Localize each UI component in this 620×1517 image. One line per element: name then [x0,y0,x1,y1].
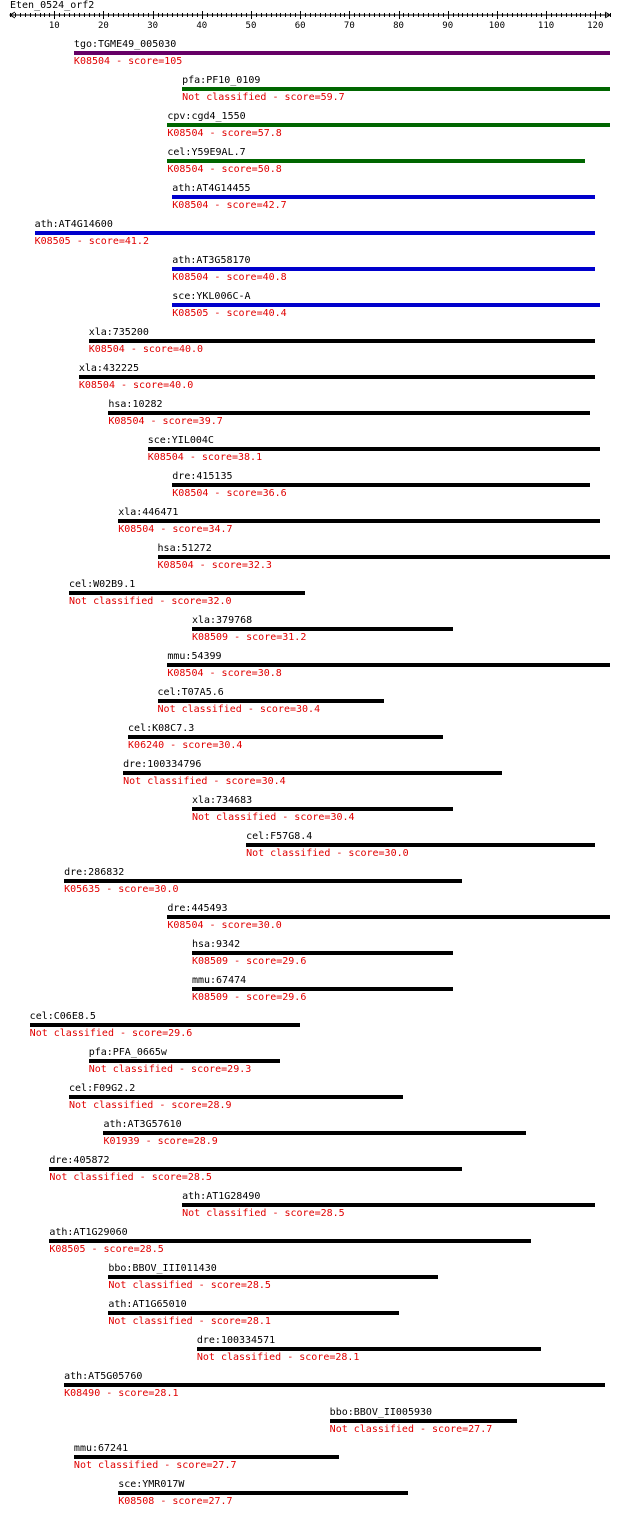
hit-ko-label: Not classified [246,848,331,859]
hit-alignment-bar[interactable] [172,267,595,271]
hit-score-label: K08504 - score=30.8 [167,668,282,679]
hit-ko-label: Not classified [157,704,242,715]
hit-name-link[interactable]: cel:W02B9.1 [69,579,136,590]
tick-label: 110 [537,21,555,31]
hit-name-link[interactable]: xla:734683 [191,795,253,806]
hit-alignment-bar[interactable] [49,1239,531,1243]
hit-alignment-bar[interactable] [118,1491,408,1495]
hit-name-link[interactable]: hsa:10282 [108,399,163,410]
hit-score-value: 39.7 [198,416,223,427]
hit-alignment-bar[interactable] [330,1419,517,1423]
hit-name-link[interactable]: ath:AT1G65010 [108,1299,187,1310]
hit-score-label: K01939 - score=28.9 [103,1136,218,1147]
hit-score-label: K08504 - score=39.7 [108,416,223,427]
hit-score-value: 27.7 [212,1460,237,1471]
hit-score-label: K08504 - score=40.8 [172,272,287,283]
hit-score-value: 28.5 [320,1208,345,1219]
hit-score-label: K08505 - score=41.2 [34,236,149,247]
hit-score-label: K08508 - score=27.7 [118,1496,233,1507]
hit-alignment-bar[interactable] [182,1203,595,1207]
hit-score-value: 29.6 [282,956,307,967]
hit-ko-label: Not classified [49,1172,134,1183]
hit-name-link[interactable]: xla:379768 [191,615,253,626]
hit-ko-label: K08505 [34,236,71,247]
hit-ko-label: K08504 [157,560,194,571]
hit-ko-label: Not classified [69,1100,154,1111]
hit-name-link[interactable]: sce:YMR017W [118,1479,185,1490]
hit-name-link[interactable]: cel:K08C7.3 [128,723,195,734]
hit-ko-label: K08504 [147,452,184,463]
hit-ko-label: K01939 [103,1136,140,1147]
hit-score-value: 28.1 [154,1388,179,1399]
hit-alignment-bar[interactable] [89,339,596,343]
hit-score-label: K08504 - score=34.7 [118,524,233,535]
hit-score-value: 50.8 [257,164,282,175]
hit-score-label: Not classified - score=30.4 [191,812,355,823]
hit-alignment-bar[interactable] [172,303,600,307]
hit-score-label: K08505 - score=28.5 [49,1244,164,1255]
hit-ko-label: Not classified [329,1424,414,1435]
hit-alignment-bar[interactable] [192,951,453,955]
hit-score-label: K08509 - score=31.2 [191,632,307,643]
hit-score-label: K08504 - score=38.1 [147,452,263,463]
hit-name-link[interactable]: tgo:TGME49_005030 [73,39,177,50]
hit-name-link[interactable]: pfa:PF10_0109 [182,75,261,86]
hit-name-link[interactable]: sce:YIL004C [147,435,214,446]
hit-name-link[interactable]: dre:445493 [167,903,228,914]
hit-alignment-bar[interactable] [79,375,595,379]
hit-score-value: 28.9 [207,1100,232,1111]
hit-name-link[interactable]: cel:Y59E9AL.7 [167,147,246,158]
hit-score-value: 28.5 [187,1172,212,1183]
hit-score-label: Not classified - score=59.7 [182,92,345,103]
hit-score-value: 36.6 [262,488,287,499]
tick-label: 120 [587,21,604,31]
hit-ko-label: K08504 [108,416,145,427]
hit-score-value: 28.1 [246,1316,271,1327]
hit-ko-label: K08509 [191,956,229,967]
hit-name-link[interactable]: pfa:PFA_0665w [88,1047,167,1058]
hit-score-label: Not classified - score=28.1 [108,1316,271,1327]
hit-alignment-bar[interactable] [148,447,600,451]
hit-score-label: K08504 - score=50.8 [167,164,282,175]
hit-ko-label: K08490 [64,1388,101,1399]
hit-score-value: 30.4 [296,704,321,715]
hit-alignment-bar[interactable] [108,411,590,415]
hit-alignment-bar[interactable] [246,843,595,847]
hit-name-link[interactable]: xla:446471 [118,507,179,518]
hit-score-label: Not classified - score=30.4 [123,776,286,787]
hit-name-link[interactable]: mmu:54399 [167,651,222,662]
hit-name-link[interactable]: cel:F57G8.4 [246,831,313,842]
hit-alignment-bar[interactable] [167,915,610,919]
hit-score-value: 40.4 [262,308,287,319]
hit-score-value: 29.6 [282,992,307,1003]
hit-ko-label: Not classified [108,1280,193,1291]
hit-score-label: K08490 - score=28.1 [64,1388,179,1399]
tick-label: 40 [196,21,208,31]
hit-score-value: 28.1 [335,1352,360,1363]
hit-name-link[interactable]: sce:YKL006C-A [172,291,251,302]
hit-ko-label: Not classified [123,776,208,787]
hit-alignment-bar[interactable] [182,87,610,91]
hit-ko-label: K08504 [88,344,125,355]
hit-score-label: K05635 - score=30.0 [64,884,179,895]
hit-score-value: 30.4 [261,776,286,787]
hit-score-label: K08504 - score=32.3 [157,560,272,571]
hit-ko-label: Not classified [108,1316,193,1327]
hit-score-value: 40.8 [262,272,287,283]
hit-ko-label: Not classified [73,1460,159,1471]
hit-score-label: Not classified - score=30.4 [157,704,321,715]
hit-score-value: 32.3 [247,560,272,571]
hit-score-value: 27.7 [208,1496,233,1507]
tick-label: 70 [343,21,355,31]
hit-alignment-bar[interactable] [172,195,595,199]
hit-score-label: K08504 - score=40.0 [88,344,204,355]
hit-alignment-bar[interactable] [74,51,610,55]
hit-score-label: K08504 - score=36.6 [172,488,287,499]
hit-name-link[interactable]: cel:T07A5.6 [157,687,224,698]
hit-alignment-bar[interactable] [192,807,453,811]
hit-alignment-bar[interactable] [89,1059,281,1063]
hit-name-link[interactable]: dre:100334571 [196,1335,276,1346]
hit-name-link[interactable]: dre:286832 [64,867,125,878]
hit-score-label: Not classified - score=27.7 [329,1424,493,1435]
hit-name-link[interactable]: ath:AT4G14600 [34,219,113,230]
tick-label: 50 [245,21,257,31]
hit-name-link[interactable]: mmu:67474 [191,975,247,986]
hit-alignment-bar[interactable] [192,987,453,991]
hit-alignment-bar[interactable] [192,627,453,631]
hit-name-link[interactable]: ath:AT1G28490 [182,1191,261,1202]
hit-alignment-bar[interactable] [74,1455,340,1459]
hit-score-label: K06240 - score=30.4 [128,740,243,751]
hit-score-label: Not classified - score=32.0 [69,596,232,607]
hit-score-label: K08504 - score=42.7 [172,200,287,211]
hit-name-link[interactable]: cel:F09G2.2 [69,1083,136,1094]
tick-label: 80 [393,21,404,31]
hit-score-label: Not classified - score=29.6 [29,1028,193,1039]
hit-alignment-bar[interactable] [103,1131,526,1135]
hit-score-value: 28.9 [193,1136,218,1147]
hit-name-link[interactable]: dre:405872 [49,1155,110,1166]
position-axis [0,0,620,32]
hit-score-label: Not classified - score=29.3 [88,1064,252,1075]
hit-score-label: K08504 - score=40.0 [78,380,194,391]
hit-ko-label: K08504 [167,668,204,679]
hit-ko-label: Not classified [196,1352,282,1363]
hit-name-link[interactable]: dre:415135 [172,471,233,482]
hit-name-link[interactable]: cel:C06E8.5 [29,1011,96,1022]
hit-score-label: K08504 - score=30.0 [167,920,282,931]
hit-score-value: 59.7 [320,92,345,103]
hit-score-value: 29.6 [168,1028,193,1039]
hit-ko-label: K08504 [167,128,204,139]
hit-score-label: K08504 - score=57.8 [167,128,282,139]
hit-score-value: 32.0 [207,596,232,607]
hit-score-value: 30.8 [257,668,282,679]
hit-alignment-bar[interactable] [49,1167,462,1171]
hit-score-value: 40.0 [179,344,204,355]
query-title: Eten_0524_orf2 [10,0,95,11]
hit-name-link[interactable]: ath:AT5G05760 [64,1371,143,1382]
hit-alignment-bar[interactable] [69,1095,403,1099]
hit-ko-label: K08508 [118,1496,155,1507]
hit-alignment-bar[interactable] [158,555,610,559]
hit-name-link[interactable]: ath:AT3G58170 [172,255,251,266]
hit-name-link[interactable]: dre:100334796 [123,759,202,770]
hit-ko-label: K08509 [191,632,229,643]
hit-alignment-bar[interactable] [118,519,600,523]
hit-score-label: K08509 - score=29.6 [191,992,307,1003]
tick-label: 20 [98,21,109,31]
hit-ko-label: K08504 [167,920,204,931]
hit-name-link[interactable]: cpv:cgd4_1550 [167,111,246,122]
hit-score-value: 41.2 [124,236,149,247]
hit-score-label: K08505 - score=40.4 [172,308,287,319]
hit-score-value: 28.5 [246,1280,271,1291]
hit-name-link[interactable]: mmu:67241 [73,1443,129,1454]
hit-alignment-bar[interactable] [30,1023,300,1027]
hit-ko-label: K08504 [172,272,209,283]
hit-ko-label: Not classified [182,1208,267,1219]
hit-alignment-bar[interactable] [108,1311,398,1315]
hit-score-value: 29.3 [227,1064,252,1075]
tick-label: 10 [48,21,60,31]
hit-ko-label: Not classified [88,1064,173,1075]
hit-alignment-bar[interactable] [128,735,443,739]
hit-alignment-bar[interactable] [167,663,610,667]
hit-name-link[interactable]: xla:432225 [78,363,140,374]
hit-alignment-bar[interactable] [108,1275,438,1279]
hit-alignment-bar[interactable] [158,699,384,703]
hit-score-label: Not classified - score=28.9 [69,1100,232,1111]
hit-name-link[interactable]: ath:AT4G14455 [172,183,251,194]
hit-alignment-bar[interactable] [197,1347,541,1351]
hit-alignment-bar[interactable] [69,591,305,595]
hit-alignment-bar[interactable] [172,483,590,487]
hit-alignment-bar[interactable] [167,159,585,163]
hit-ko-label: Not classified [182,92,267,103]
hit-name-link[interactable]: bbo:BBOV_II005930 [329,1407,433,1418]
hit-name-link[interactable]: bbo:BBOV_III011430 [108,1263,217,1274]
hit-alignment-bar[interactable] [64,1383,605,1387]
hit-ko-label: K08504 [78,380,115,391]
hit-score-value: 31.2 [282,632,307,643]
hit-score-value: 105 [164,56,183,67]
hit-score-value: 30.0 [257,920,282,931]
hit-ko-label: K08504 [73,56,111,67]
hit-score-value: 42.7 [262,200,287,211]
hit-name-link[interactable]: xla:735200 [88,327,149,338]
hit-ko-label: Not classified [191,812,277,823]
hit-score-value: 30.4 [218,740,243,751]
tick-label: 90 [442,21,454,31]
hit-score-label: Not classified - score=30.0 [246,848,409,859]
hit-score-value: 40.0 [169,380,194,391]
hit-ko-label: K08504 [118,524,155,535]
hit-score-value: 30.4 [330,812,355,823]
hit-score-label: Not classified - score=28.5 [49,1172,212,1183]
hit-score-value: 30.0 [154,884,179,895]
hit-ko-label: K08509 [191,992,229,1003]
hit-score-value: 28.5 [139,1244,164,1255]
hit-alignment-bar[interactable] [64,879,462,883]
hit-name-link[interactable]: hsa:9342 [191,939,241,950]
hit-ko-label: K05635 [64,884,101,895]
hit-alignment-bar[interactable] [35,231,596,235]
hit-score-value: 27.7 [468,1424,493,1435]
hit-score-value: 38.1 [238,452,263,463]
hit-ko-label: K08504 [172,200,209,211]
hit-score-value: 57.8 [257,128,282,139]
tick-label: 60 [294,21,306,31]
hit-name-link[interactable]: ath:AT1G29060 [49,1227,128,1238]
hit-alignment-bar[interactable] [167,123,610,127]
tick-label: 30 [147,21,159,31]
hit-ko-label: Not classified [69,596,154,607]
hit-score-value: 34.7 [208,524,233,535]
hit-ko-label: K08505 [172,308,209,319]
hit-score-label: Not classified - score=28.5 [182,1208,345,1219]
hit-ko-label: K08504 [172,488,209,499]
hit-ko-label: Not classified [29,1028,114,1039]
hit-ko-label: K08505 [49,1244,86,1255]
hit-score-label: Not classified - score=28.1 [196,1352,360,1363]
hit-name-link[interactable]: ath:AT3G57610 [103,1119,182,1130]
hit-name-link[interactable]: hsa:51272 [157,543,212,554]
hit-score-label: K08504 - score=105 [73,56,183,67]
hit-score-label: K08509 - score=29.6 [191,956,307,967]
tick-label: 100 [488,21,506,31]
hit-alignment-bar[interactable] [123,771,502,775]
hit-ko-label: K08504 [167,164,204,175]
hit-ko-label: K06240 [128,740,165,751]
hit-score-value: 30.0 [384,848,409,859]
hit-score-label: Not classified - score=27.7 [73,1460,237,1471]
hit-score-label: Not classified - score=28.5 [108,1280,271,1291]
